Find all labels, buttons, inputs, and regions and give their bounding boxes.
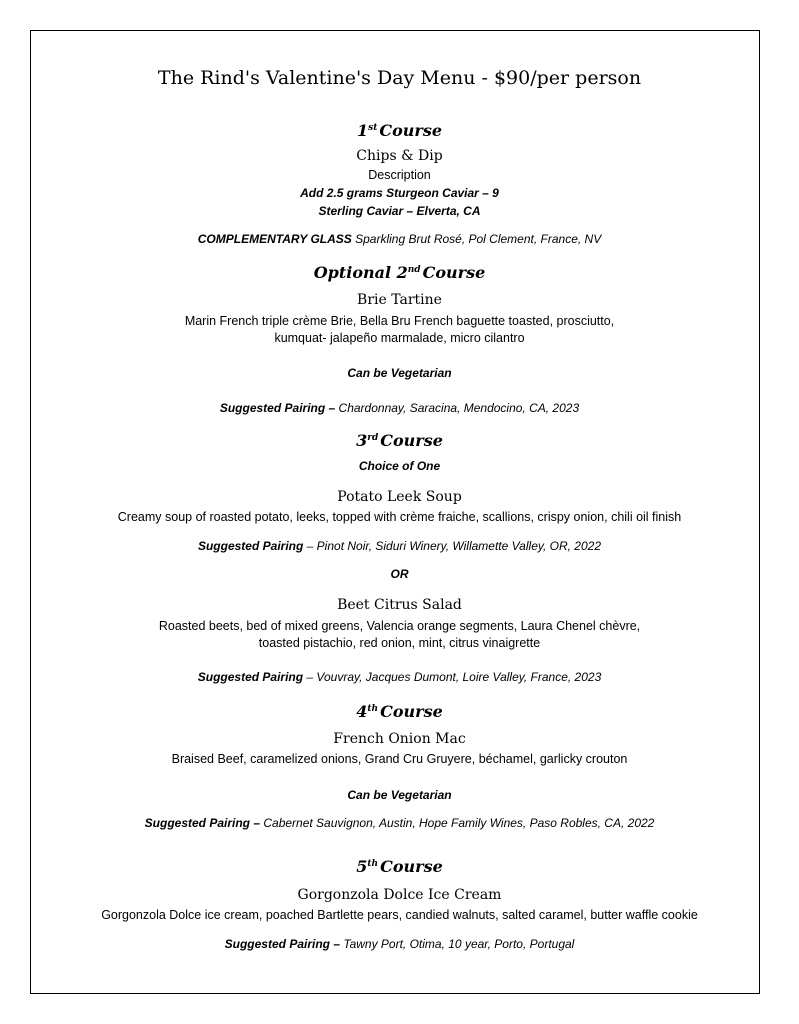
course-2-pairing: Suggested Pairing – Chardonnay, Saracina, Mendocino, CA, 2023 (219, 401, 580, 415)
course-4-heading: 4th Course (356, 702, 443, 721)
course-3-dish-a: Potato Leek Soup (337, 489, 462, 505)
course-3-dish-b-pairing: Suggested Pairing – Vouvray, Jacques Dumont, Loire Valley, France, 2023 (197, 670, 602, 684)
course-5-pairing: Suggested Pairing – Tawny Port, Otima, 10 year, Porto, Portugal (224, 937, 575, 951)
course-4-vegetarian-note: Can be Vegetarian (347, 788, 452, 802)
course-2-vegetarian-note: Can be Vegetarian (347, 366, 452, 380)
course-4-pairing: Suggested Pairing – Cabernet Sauvignon, Austin, Hope Family Wines, Paso Robles, CA, 2022 (144, 816, 655, 830)
course-4-dish: French Onion Mac (333, 731, 466, 747)
course-1-addon: Add 2.5 grams Sturgeon Caviar – 9 (300, 186, 499, 200)
course-2-description-line1: Marin French triple crème Brie, Bella Bru French baguette toasted, prosciutto, (184, 314, 615, 328)
course-1-addon-source: Sterling Caviar – Elverta, CA (318, 204, 481, 218)
course-3-heading: 3rd Course (356, 431, 443, 450)
course-1-dish: Chips & Dip (356, 148, 443, 164)
course-5-dish: Gorgonzola Dolce Ice Cream (297, 887, 502, 903)
course-5-heading: 5th Course (356, 857, 443, 876)
course-2-description-line2: kumquat- jalapeño marmalade, micro cilantro (274, 331, 525, 345)
course-4-description: Braised Beef, caramelized onions, Grand Cru Gruyere, béchamel, garlicky crouton (171, 752, 628, 766)
course-3-dish-a-description: Creamy soup of roasted potato, leeks, topped with crème fraiche, scallions, crispy onion, chili oil finish (117, 510, 682, 524)
course-3-dish-a-pairing: Suggested Pairing – Pinot Noir, Siduri Winery, Willamette Valley, OR, 2022 (197, 539, 602, 553)
course-2-dish: Brie Tartine (357, 292, 442, 308)
course-3-dish-b-description-line2: toasted pistachio, red onion, mint, citrus vinaigrette (258, 636, 541, 650)
course-3-choice-note: Choice of One (358, 459, 441, 473)
course-1-heading: 1st Course (356, 121, 443, 140)
course-5-description: Gorgonzola Dolce ice cream, poached Bartlette pears, candied walnuts, salted caramel, butter waffle cookie (101, 908, 698, 922)
course-3-dish-b-description-line1: Roasted beets, bed of mixed greens, Valencia orange segments, Laura Chenel chèvre, (158, 619, 641, 633)
course-1-description: Description (368, 168, 431, 182)
course-1-complementary-glass: COMPLEMENTARY GLASS Sparkling Brut Rosé, Pol Clement, France, NV (197, 232, 602, 246)
course-3-or-divider: OR (390, 567, 409, 581)
course-3-dish-b: Beet Citrus Salad (337, 597, 462, 613)
menu-title: The Rind's Valentine's Day Menu - $90/per person (157, 67, 642, 89)
course-2-heading: Optional 2nd Course (313, 263, 486, 282)
